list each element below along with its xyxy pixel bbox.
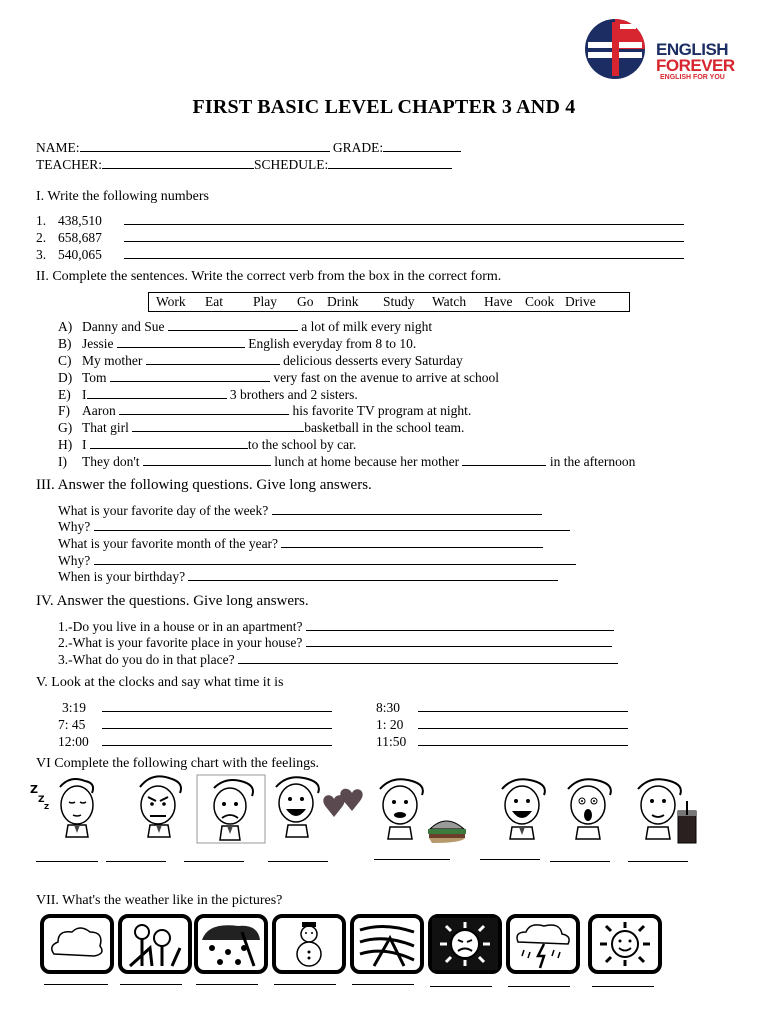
section1-item-2 [36,229,684,246]
question-text: 3.-What do you do in that place? [58,652,235,667]
item-number: 2. [36,230,47,245]
weather-blank[interactable] [274,984,336,985]
section1-item-3 [36,246,684,263]
sentence-before: My mother [82,353,143,368]
weather-blank[interactable] [196,984,258,985]
sentence-letter: D) [58,370,73,385]
sentence-letter: H) [58,437,73,452]
logo-line1: ENGLISH [656,40,729,59]
answer-blank[interactable] [124,246,684,259]
verb-blank[interactable] [119,402,289,415]
section1-item-1 [36,212,684,229]
time-blank[interactable] [102,716,332,729]
question-text: 2.-What is your favorite place in your house? [58,635,303,650]
verb-work: Work [156,294,186,309]
number-text: 658,687 [58,230,102,245]
section2-heading: II. Complete the sentences. Write the correct verb from the box in the correct form. [36,269,502,284]
sentence-letter: B) [58,336,72,351]
weather-blank[interactable] [44,984,108,985]
name-label: NAME: [36,140,80,155]
sentence-before: They don't [82,454,140,469]
answer-blank[interactable] [238,651,618,664]
spring-flowers-icon [118,914,192,974]
time-label: 11:50 [376,734,407,749]
feeling-blank[interactable] [36,861,98,862]
sentence-before: I [82,387,87,402]
page-title: FIRST BASIC LEVEL CHAPTER 3 AND 4 [192,96,576,118]
question-row [58,651,618,668]
sentence-before: That girl [82,420,129,435]
answer-blank[interactable] [94,552,576,565]
weather-blank[interactable] [592,986,654,987]
time-row [58,716,332,733]
cloudy-icon [40,914,114,974]
time-blank[interactable] [418,733,628,746]
answer-blank[interactable] [306,634,612,647]
verb-eat: Eat [205,294,223,309]
sentence-letter: I) [58,454,67,469]
number-text: 438,510 [58,213,102,228]
section5-heading: V. Look at the clocks and say what time it is [36,675,284,690]
sentence-d [58,369,499,386]
time-label: 3:19 [62,700,87,715]
schedule-blank[interactable] [328,156,452,169]
answer-blank[interactable] [272,502,542,515]
verb-blank[interactable] [143,453,271,466]
sentence-c [58,352,463,369]
number-text: 540,065 [58,247,102,262]
time-blank[interactable] [418,699,628,712]
weather-blank[interactable] [352,984,414,985]
snowman-icon [272,914,346,974]
weather-blank[interactable] [430,986,492,987]
windy-icon [350,914,424,974]
answer-blank[interactable] [306,618,614,631]
name-field-row [36,139,461,156]
question-row [58,502,542,519]
verb-go: Go [297,294,314,309]
svg-text:Z: Z [30,783,38,796]
verb-drive: Drive [565,294,596,309]
sleepy-face-icon [30,775,105,843]
feeling-blank[interactable] [628,861,688,862]
time-blank[interactable] [102,733,332,746]
teacher-label: TEACHER: [36,157,102,172]
sentence-e [58,386,358,403]
sentence-before: I [82,437,87,452]
question-row [58,535,543,552]
sentence-after: his favorite TV program at night. [292,403,472,418]
grade-label: GRADE: [332,140,384,155]
time-row [58,733,332,750]
question-text: When is your birthday? [58,569,186,584]
feeling-blank[interactable] [268,861,328,862]
sad-face-icon [196,774,266,844]
answer-blank[interactable] [124,212,684,225]
verb-have: Have [484,294,513,309]
sentence-letter: A) [58,319,73,334]
angry-face-icon [128,773,196,841]
sentence-i [58,453,635,470]
question-row [58,552,576,569]
sentence-letter: E) [58,387,71,402]
question-text: What is your favorite month of the year? [58,536,279,551]
sentence-after: very fast on the avenue to arrive at school [273,370,499,385]
question-row [58,518,570,535]
sentence-after: a lot of milk every night [301,319,433,334]
schedule-label: SCHEDULE: [254,157,329,172]
section7-heading: VII. What's the weather like in the pictures? [36,893,283,908]
sunny-icon [588,914,662,974]
time-blank[interactable] [102,699,332,712]
scared-face-icon [560,775,622,843]
question-row [58,634,612,651]
section1-heading: I. Write the following numbers [36,189,209,204]
feeling-blank[interactable] [106,861,166,862]
time-blank[interactable] [418,716,628,729]
sentence-g [58,419,464,436]
verb-blank[interactable] [146,352,280,365]
sentence-b [58,335,416,352]
verb-watch: Watch [432,294,467,309]
hot-sun-icon [428,914,502,974]
grade-blank[interactable] [383,139,461,152]
verb-study: Study [383,294,415,309]
question-text: Why? [58,553,91,568]
sentence-after: in the afternoon [549,454,636,469]
verb-blank[interactable] [117,335,245,348]
sentence-after: English everyday from 8 to 10. [248,336,417,351]
sentence-after: basketball in the school team. [304,420,465,435]
logo-line2: FOREVER [656,56,735,75]
teacher-field-row [36,156,452,173]
item-number: 1. [36,213,47,228]
weather-blank[interactable] [508,986,570,987]
answer-blank[interactable] [124,229,684,242]
verb-blank[interactable] [110,369,270,382]
sentence-after: 3 brothers and 2 sisters. [229,387,358,402]
feeling-blank[interactable] [550,861,610,862]
name-blank[interactable] [80,139,330,152]
sentence-letter: G) [58,420,73,435]
english-forever-logo [584,18,754,82]
question-row [58,618,614,635]
sentence-before: Jessie [82,336,114,351]
stormy-icon [506,914,580,974]
question-text: Why? [58,519,91,534]
feeling-blank[interactable] [374,859,450,860]
question-text: What is your favorite day of the week? [58,503,269,518]
thirsty-face-icon [630,775,700,845]
time-row [376,716,628,733]
item-number: 3. [36,247,47,262]
sentence-letter: F) [58,403,71,418]
svg-text:Z: Z [44,803,50,811]
sentence-before: Tom [82,370,107,385]
teacher-blank[interactable] [102,156,254,169]
verb-blank[interactable] [87,386,227,399]
answer-blank[interactable] [281,535,543,548]
in-love-face-icon [268,773,370,841]
time-label: 8:30 [376,700,401,715]
sentence-letter: C) [58,353,72,368]
section3-heading: III. Answer the following questions. Give long answers. [36,477,372,493]
sentence-after: to the school by car. [247,437,357,452]
feeling-blank[interactable] [184,861,244,862]
sentence-middle: lunch at home because her mother [274,454,460,469]
answer-blank[interactable] [94,518,570,531]
verb-blank[interactable] [90,436,248,449]
logo-line3: ENGLISH FOR YOU [660,74,725,81]
sentence-before: Danny and Sue [82,319,165,334]
sentence-after: delicious desserts every Saturday [283,353,463,368]
section4-heading: IV. Answer the questions. Give long answers. [36,593,309,609]
sentence-before: Aaron [82,403,116,418]
sentence-a [58,318,432,335]
verb-play: Play [253,294,278,309]
question-row [58,568,558,585]
happy-face-icon [494,775,558,843]
snowy-icon [194,914,268,974]
verb-blank[interactable] [168,318,298,331]
time-row [376,733,628,750]
answer-blank[interactable] [188,568,558,581]
section6-heading: VI Complete the following chart with the feelings. [36,756,320,771]
verb-cook: Cook [525,294,555,309]
time-label: 12:00 [58,734,89,749]
weather-blank[interactable] [120,984,182,985]
time-row [62,699,332,716]
logo-emblem-icon [584,18,646,80]
feeling-blank[interactable] [480,859,540,860]
question-text: 1.-Do you live in a house or in an apartment? [58,619,303,634]
hungry-face-icon [374,775,474,843]
time-label: 1: 20 [376,717,404,732]
verb-drink: Drink [327,294,359,309]
time-row [376,699,628,716]
verb-blank-2[interactable] [462,453,546,466]
sentence-h [58,436,356,453]
svg-text:Z: Z [38,795,45,805]
verb-blank[interactable] [132,419,304,432]
verb-box [148,292,630,312]
sentence-f [58,402,471,419]
time-label: 7: 45 [58,717,86,732]
